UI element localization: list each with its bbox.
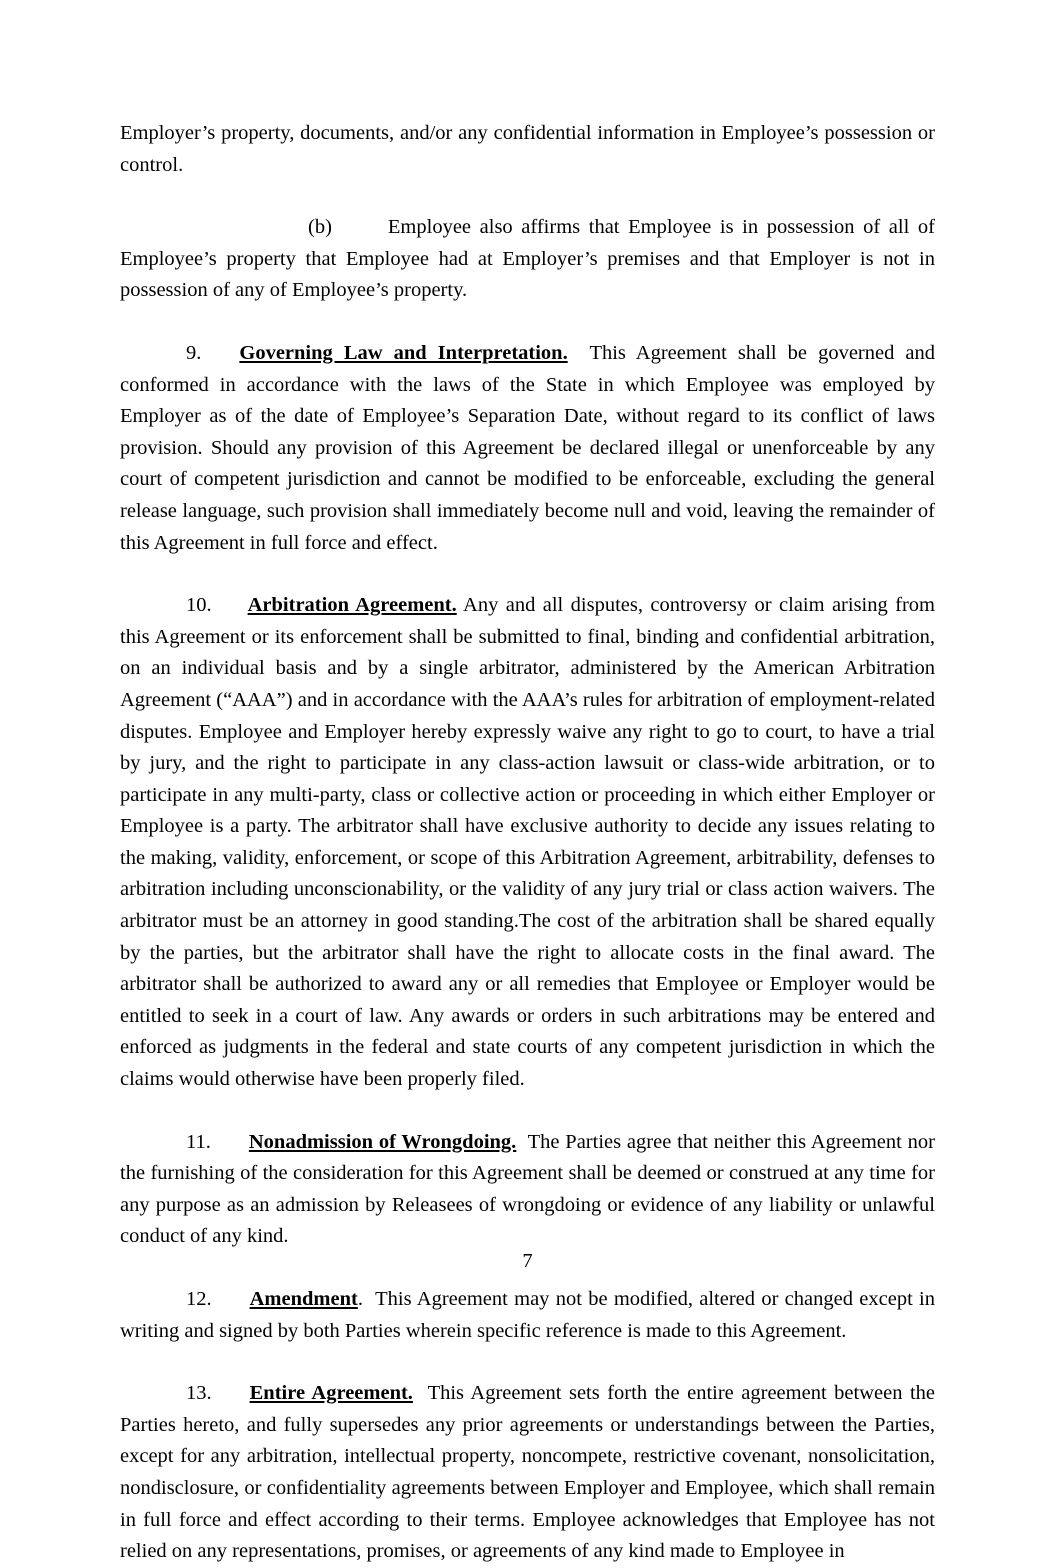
paragraph-8b [120,212,935,307]
paragraph-heading-suffix: . [357,1288,363,1310]
paragraph-number: 9. [186,341,202,364]
paragraph-13 [120,1378,935,1568]
paragraph-12 [120,1284,935,1347]
paragraph-spacer [120,1096,935,1127]
paragraph-text: The Parties agree that neither this Agreement nor the furnishing of the consideration for this Agreement shall be deemed or construed at any time for any purpose as an admission by Releasees of wrongdoing or evidence of any liability or unlawful conduct of any kind. [120,1130,935,1248]
paragraph-label: (b) [308,216,332,239]
paragraph-number: 13. [186,1382,212,1405]
paragraph-heading: Nonadmission of Wrongdoing. [248,1130,517,1153]
paragraph-text: This Agreement shall be governed and conformed in accordance with the laws of the State in which Employee was employed by Employer as of the date of Employee’s Separation Date, without regard to its conflict of laws provision. Should any provision of this Agreement be declared illegal or unenforceable by any court of competent jurisdiction and cannot be modified to be enforceable, excluding the general release language, such provision shall immediately become null and void, leaving the remainder of this Agreement in full force and effect. [120,341,935,554]
paragraph-number: 11. [186,1130,211,1153]
paragraph-text: Employer’s property, documents, and/or any confidential information in Employee’s possession or control. [120,122,935,176]
paragraph-spacer [120,559,935,590]
paragraph-11 [120,1127,935,1253]
paragraph-text: This Agreement may not be modified, altered or changed except in writing and signed by both Parties wherein specific reference is made to this Agreement. [120,1288,935,1342]
document-body [120,118,935,1568]
paragraph-10 [120,590,935,1096]
paragraph-number: 10. [186,594,212,617]
paragraph-text: Any and all disputes, controversy or claim arising from this Agreement or its enforcement shall be submitted to final, binding and confidential arbitration, on an individual basis and by a single arbitrator, administered by the American Arbitration Agreement (“AAA”) and in accordance with the AAA’s rules for arbitration of employment-related disputes. Employee and Employer hereby expressly waive any right to go to court, to have a trial by jury, and the right to participate in any class-action lawsuit or class-wide arbitration, or to participate in any multi-party, class or collective action or proceeding in which either Employer or Employee is a party. The arbitrator shall have exclusive authority to decide any issues relating to the making, validity, enforcement, or scope of this Arbitration Agreement, arbitrability, defenses to arbitration including unconscionability, or the validity of any jury trial or class action waivers. The arbitrator must be an attorney in good standing.The cost of the arbitration shall be shared equally by the parties, but the arbitrator shall have the right to allocate costs in the final award. The arbitrator shall be authorized to award any or all remedies that Employee or Employer would be entitled to seek in a court of law. Any awards or orders in such arbitrations may be entered and enforced as judgments in the federal and state courts of any competent jurisdiction in which the claims would otherwise have been properly filed. [120,594,936,1091]
paragraph-heading: Amendment [249,1288,358,1310]
paragraph-text: This Agreement sets forth the entire agreement between the Parties hereto, and fully supersedes any prior agreements or understandings between the Parties, except for any arbitration, intellectual property, noncompete, restrictive covenant, nonsolicitation, nondisclosure, or confidentiality agreements between Employer and Employee, which shall remain in full force and effect according to their terms. Employee acknowledges that Employee has not relied on any representations, promises, or agreements of any kind made to Employee in [120,1382,935,1563]
paragraph-continuation [120,118,935,181]
paragraph-spacer [120,181,935,212]
paragraph-heading: Arbitration Agreement. [247,594,457,617]
paragraph-spacer [120,307,935,338]
paragraph-number: 12. [186,1288,212,1310]
paragraph-text: Employee also affirms that Employee is in possession of all of Employee’s property that Employee had at Employer’s premises and that Employer is not in possession of any of Employee’s property. [120,216,935,302]
paragraph-9 [120,338,935,559]
paragraph-heading: Entire Agreement. [249,1382,413,1405]
paragraph-spacer [120,1347,935,1378]
paragraph-heading: Governing Law and Interpretation. [239,341,568,364]
page-number: 7 [522,1250,533,1272]
